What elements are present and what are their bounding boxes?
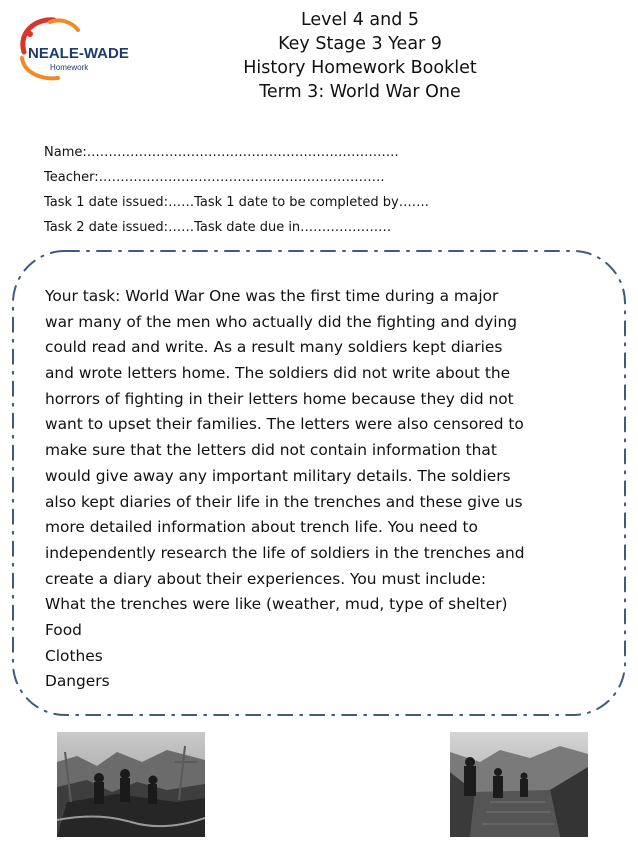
trench-photo-left [57, 732, 205, 837]
logo-name: NEALE-WADE [28, 45, 129, 62]
logo-tagline: Homework [50, 63, 89, 72]
name-field[interactable]: Name:……………………………………………………………… [44, 145, 399, 160]
task-requirement-food: Food [45, 620, 82, 639]
task-line: would give away any important military details. The soldiers [45, 466, 511, 485]
task-line: want to upset their families. The letters were also censored to [45, 415, 524, 434]
title-level: Level 4 and 5 [300, 10, 420, 30]
title-booklet: History Homework Booklet [243, 58, 477, 78]
school-logo [10, 14, 132, 84]
task-line: could read and write. As a result many soldiers kept diaries [45, 338, 503, 357]
task-line: make sure that the letters did not contain information that [45, 441, 497, 460]
task-description [45, 284, 605, 695]
title-key-stage: Key Stage 3 Year 9 [278, 34, 442, 54]
task-requirement-clothes: Clothes [45, 646, 103, 665]
task-line: independently research the life of soldiers in the trenches and [45, 543, 525, 562]
task-requirement-trenches: What the trenches were like (weather, mud, type of shelter) [45, 595, 508, 614]
teacher-field[interactable]: Teacher:………………………………………………………… [44, 170, 385, 185]
task-line: more detailed information about trench life. You need to [45, 518, 478, 537]
task-line: war many of the men who actually did the fighting and dying [45, 312, 518, 331]
trench-photo-right [450, 732, 588, 837]
task-line: Your task: World War One was the first time during a major [45, 287, 499, 305]
booklet-title [150, 8, 570, 104]
task-line: also kept diaries of their life in the trenches and these give us [45, 492, 523, 511]
task-line: and wrote letters home. The soldiers did not write about the [45, 364, 511, 383]
title-term: Term 3: World War One [259, 82, 461, 102]
task2-dates-field[interactable]: Task 2 date issued:……Task date due in………………… [44, 220, 392, 235]
task-requirement-dangers: Dangers [45, 672, 110, 691]
task1-dates-field[interactable]: Task 1 date issued:……Task 1 date to be completed by……. [44, 195, 429, 210]
student-details [44, 140, 604, 240]
task-line: horrors of fighting in their letters home because they did not [45, 389, 514, 408]
task-line: create a diary about their experiences. You must include: [45, 569, 487, 588]
